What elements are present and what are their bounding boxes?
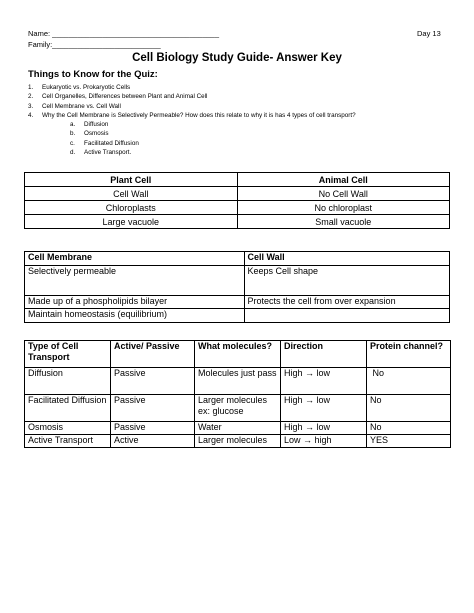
plant-animal-table xyxy=(24,172,450,229)
table-header-cell: Plant Cell xyxy=(25,173,238,187)
table-cell: Chloroplasts xyxy=(25,201,238,215)
list-item: 3. Cell Membrane vs. Cell Wall xyxy=(28,102,121,110)
table-cell: Facilitated Diffusion xyxy=(25,395,111,422)
table-cell: Osmosis xyxy=(25,422,111,435)
table-header-cell: Protein channel? xyxy=(367,341,451,368)
table-header-row xyxy=(25,341,451,368)
list-item: 2. Cell Organelles, Differences between Plant and Animal Cell xyxy=(28,93,208,101)
table-header-row xyxy=(25,252,450,266)
table-cell: Active xyxy=(111,435,195,448)
table-row xyxy=(25,435,451,448)
table-cell: Keeps Cell shape xyxy=(244,266,450,296)
transport-type-sublist xyxy=(42,120,356,157)
quiz-topic-list xyxy=(28,83,356,157)
table-cell: No xyxy=(367,395,451,422)
table-cell: Passive xyxy=(111,395,195,422)
table-cell: No chloroplast xyxy=(237,201,450,215)
list-item: a. Diffusion xyxy=(70,121,109,129)
table-cell: Cell Wall xyxy=(25,187,238,201)
table-row xyxy=(25,368,451,395)
table-cell: Small vacuole xyxy=(237,215,450,229)
list-item: d. Active Transport. xyxy=(70,149,132,157)
list-item: 1. Eukaryotic vs. Prokaryotic Cells xyxy=(28,84,131,91)
table-cell: Passive xyxy=(111,422,195,435)
membrane-wall-table xyxy=(24,251,450,323)
list-item: c. Facilitated Diffusion xyxy=(70,139,139,147)
table-header-cell: Active/ Passive xyxy=(111,341,195,368)
list-item: b. Osmosis xyxy=(70,130,109,138)
table-cell: Protects the cell from over expansion xyxy=(244,296,450,309)
table-cell: Low → high xyxy=(281,435,367,448)
table-cell: Maintain homeostasis (equilibrium) xyxy=(25,309,245,323)
table-cell: Larger molecules xyxy=(195,435,281,448)
table-row xyxy=(25,422,451,435)
table-cell: High → low xyxy=(281,368,367,395)
table-row xyxy=(25,215,450,229)
page-title: Cell Biology Study Guide- Answer Key xyxy=(132,52,342,64)
table-header-row xyxy=(25,173,450,187)
table-cell: High → low xyxy=(281,395,367,422)
table-cell: Diffusion xyxy=(25,368,111,395)
table-row xyxy=(25,187,450,201)
table-cell xyxy=(244,309,450,323)
table-cell: Water xyxy=(195,422,281,435)
table-cell: YES xyxy=(367,435,451,448)
list-item: 4. Why the Cell Membrane is Selectively Permeable? How does this relate to why it is has 4 types of cell transport? a. Diffusion b. Osmosis c. Facilitated Diffusion d. Active Transport. xyxy=(28,111,356,157)
table-cell: Made up of a phospholipids bilayer xyxy=(25,296,245,309)
table-header-cell: Animal Cell xyxy=(237,173,450,187)
table-header-cell: What molecules? xyxy=(195,341,281,368)
table-row xyxy=(25,309,450,323)
day-label: Day 13 xyxy=(417,29,441,38)
table-cell: No xyxy=(367,368,451,395)
table-cell: Large vacuole xyxy=(25,215,238,229)
cell-transport-table xyxy=(24,340,451,448)
table-cell: No Cell Wall xyxy=(237,187,450,201)
table-row xyxy=(25,266,450,296)
table-cell: Active Transport xyxy=(25,435,111,448)
table-cell: High → low xyxy=(281,422,367,435)
table-cell: Selectively permeable xyxy=(25,266,245,296)
table-row xyxy=(25,395,451,422)
table-cell: Larger molecules ex: glucose xyxy=(195,395,281,422)
table-row xyxy=(25,296,450,309)
name-line: Name: ________________________________________ xyxy=(28,29,220,38)
table-cell: No xyxy=(367,422,451,435)
table-header-cell: Type of Cell Transport xyxy=(25,341,111,368)
table-cell: Passive xyxy=(111,368,195,395)
table-cell: Molecules just pass xyxy=(195,368,281,395)
table-row xyxy=(25,201,450,215)
table-header-cell: Cell Wall xyxy=(244,252,450,266)
table-header-cell: Cell Membrane xyxy=(25,252,245,266)
family-line: Family:__________________________ xyxy=(28,40,161,49)
table-header-cell: Direction xyxy=(281,341,367,368)
quiz-subheading: Things to Know for the Quiz: xyxy=(28,69,158,80)
